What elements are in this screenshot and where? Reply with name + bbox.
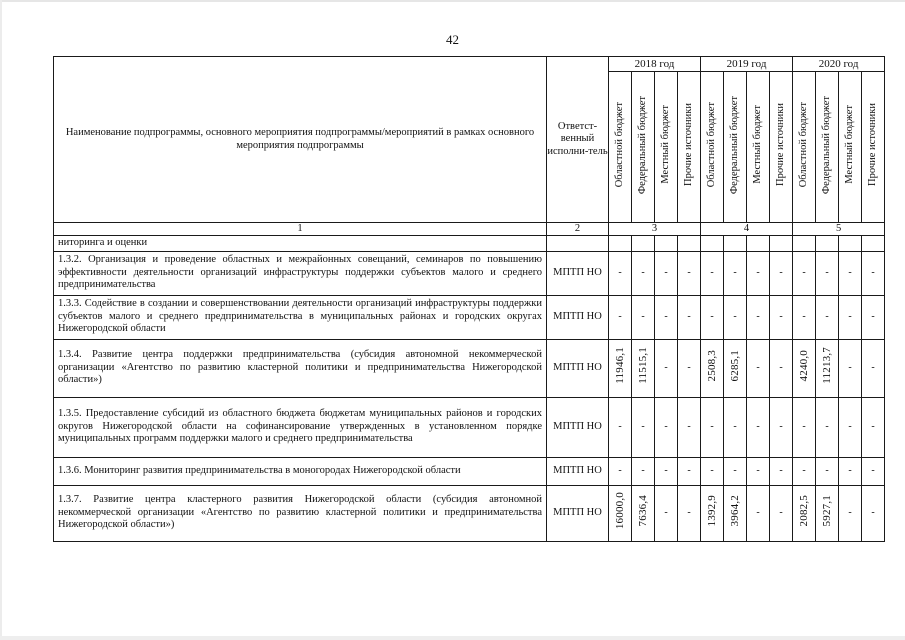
header-source-label: Федеральный бюджет [820,95,832,194]
row-value-cell [862,295,885,339]
row-value-cell [793,251,816,295]
row-name: 1.3.4. Развитие центра поддержки предпринимательства (субсидия автономной некоммерческой организации «Агентство по развитию кластерной политики и предпринимательства Нижегородской области») [54,339,547,397]
row-value-cell [793,485,816,541]
row-value-cell [816,485,839,541]
row-value-cell [770,397,793,457]
row-value-cell [770,485,793,541]
row-value-cell [655,457,678,485]
row-value-cell [747,251,770,295]
row-value-cell [816,397,839,457]
row-value-dash: - [848,361,852,373]
row-value-dash: - [825,310,829,322]
row-executor: МПТП НО [547,457,609,485]
scan-edge-top [0,0,905,2]
row-value-dash: - [664,266,668,278]
row-value-cell [793,295,816,339]
row-executor [547,236,609,252]
budget-table [53,56,885,542]
row-value-cell [701,295,724,339]
row-value-cell [609,397,632,457]
row-value-cell [793,236,816,252]
row-value-cell [701,485,724,541]
header-source [724,72,747,223]
row-value-cell [724,295,747,339]
row-value-cell [770,251,793,295]
row-value-cell [793,339,816,397]
row-value-dash: - [710,266,714,278]
row-name: 1.3.5. Предоставление субсидий из областного бюджета бюджетам муниципальных районов и городских округов Нижегородской области на софинансирование утвержденных в установленном порядке муниципальных программ поддержки малого и среднего предпринимательства [54,397,547,457]
row-value-cell [655,295,678,339]
col-number: 5 [793,223,885,236]
row-value-cell [862,339,885,397]
row-value-dash: - [641,310,645,322]
row-value-dash: - [641,420,645,432]
header-source [839,72,862,223]
row-value-cell [839,295,862,339]
row-value-dash: - [871,464,875,476]
scan-edge-left [0,0,2,640]
row-value-cell [839,485,862,541]
row-value-dash: - [687,361,691,373]
row-value-dash: - [687,420,691,432]
row-value-dash: - [664,506,668,518]
row-value-dash: - [871,361,875,373]
row-value-cell [609,485,632,541]
row-value-cell [816,295,839,339]
row-value-dash: - [802,464,806,476]
table-row [54,236,885,252]
row-value-cell [862,251,885,295]
row-value-dash: - [871,506,875,518]
header-source-label: Местный бюджет [659,105,671,185]
row-value: 11213,7 [820,347,833,385]
row-value-cell [793,457,816,485]
row-value-cell [747,236,770,252]
row-value-dash: - [687,506,691,518]
row-value-cell [632,397,655,457]
row-value-dash: - [687,310,691,322]
row-value-dash: - [825,420,829,432]
row-value-dash: - [848,420,852,432]
header-executor: Ответст-венный исполни-тель [547,57,609,223]
row-value-cell [701,251,724,295]
row-value-dash: - [779,464,783,476]
header-source [770,72,793,223]
header-source [655,72,678,223]
row-name: ниторинга и оценки [54,236,547,252]
header-source [793,72,816,223]
row-value-cell [770,295,793,339]
row-value-cell [609,236,632,252]
row-value-cell [678,236,701,252]
row-value-cell [747,397,770,457]
row-value-cell [747,295,770,339]
row-value-cell [724,236,747,252]
row-value-dash: - [641,464,645,476]
row-value-cell [862,236,885,252]
header-source [747,72,770,223]
row-value-cell [701,339,724,397]
header-source-label: Федеральный бюджет [636,95,648,194]
row-name: 1.3.2. Организация и проведение областных и межрайонных совещаний, семинаров по повышению эффективности деятельности организаций инфраструктуры поддержки субъектов малого и среднего предпринимательства [54,251,547,295]
row-value: 5927,1 [820,495,833,527]
row-value-cell [724,397,747,457]
row-value-dash: - [641,266,645,278]
row-value-dash: - [664,361,668,373]
header-year-2020: 2020 год [793,57,885,72]
row-value: 2508,3 [705,350,718,382]
row-value-dash: - [756,310,760,322]
table-row [54,485,885,541]
row-value-dash: - [779,506,783,518]
row-value-cell [724,457,747,485]
row-value-cell [770,339,793,397]
row-value: 6285,1 [728,350,741,382]
row-value-cell [747,339,770,397]
row-executor: МПТП НО [547,251,609,295]
row-value-cell [609,251,632,295]
row-value-cell [747,457,770,485]
row-value-cell [609,457,632,485]
page-number: 42 [446,32,459,47]
row-value-dash: - [710,420,714,432]
row-executor: МПТП НО [547,339,609,397]
row-value-cell [632,251,655,295]
row-value-cell [609,295,632,339]
row-value: 11515,1 [636,347,649,385]
row-value-cell [632,236,655,252]
row-value-dash: - [618,420,622,432]
row-value-cell [655,236,678,252]
row-value-cell [816,457,839,485]
header-name: Наименование подпрограммы, основного мероприятия подпрограммы/мероприятий в рамках основного мероприятия подпрограммы [54,57,547,223]
row-value: 1392,9 [705,495,718,527]
header-source [678,72,701,223]
row-value-dash: - [687,266,691,278]
header-source [701,72,724,223]
row-value-dash: - [733,464,737,476]
row-value-dash: - [848,506,852,518]
row-value-cell [701,397,724,457]
row-value-cell [632,485,655,541]
row-value-dash: - [779,420,783,432]
table-row [54,251,885,295]
col-number: 3 [609,223,701,236]
header-source [816,72,839,223]
row-value-cell [816,236,839,252]
row-value-dash: - [779,361,783,373]
row-value-cell [839,397,862,457]
row-value-cell [724,339,747,397]
row-value-dash: - [802,310,806,322]
row-value-dash: - [756,266,760,278]
row-value-cell [724,485,747,541]
header-source-label: Прочие источники [774,103,786,187]
row-value-dash: - [710,310,714,322]
header-year-2018: 2018 год [609,57,701,72]
row-value-cell [770,457,793,485]
header-source-label: Местный бюджет [751,105,763,185]
row-value-cell [632,457,655,485]
header-source [609,72,632,223]
row-value-dash: - [618,464,622,476]
row-value-dash: - [871,310,875,322]
col-number: 4 [701,223,793,236]
header-source-label: Областной бюджет [797,102,809,188]
row-value-cell [678,295,701,339]
row-value-cell [816,251,839,295]
row-name: 1.3.6. Мониторинг развития предпринимательства в моногородах Нижегородской области [54,457,547,485]
row-value-cell [793,397,816,457]
row-value-cell [839,457,862,485]
row-value-dash: - [779,310,783,322]
row-value: 2082,5 [797,495,810,527]
row-value-cell [655,397,678,457]
row-value-cell [701,457,724,485]
header-source-label: Прочие источники [682,103,694,187]
header-source [862,72,885,223]
header-source-label: Федеральный бюджет [728,95,740,194]
row-value: 4240,0 [797,350,810,382]
row-value-cell [839,339,862,397]
row-value-cell [839,251,862,295]
row-value-cell [655,251,678,295]
row-value-dash: - [618,310,622,322]
row-value-cell [770,236,793,252]
row-value-dash: - [802,420,806,432]
row-value-dash: - [825,464,829,476]
header-source-label: Областной бюджет [613,102,625,188]
row-value-cell [747,485,770,541]
row-name: 1.3.3. Содействие в создании и совершенствовании деятельности организаций инфраструктуры поддержки субъектов малого и среднего предпринимательства в муниципальных районах и городских округах Нижегородской области [54,295,547,339]
header-source [632,72,655,223]
row-value-dash: - [871,420,875,432]
row-value-cell [862,485,885,541]
row-value-cell [839,236,862,252]
row-value-cell [678,251,701,295]
row-value-dash: - [710,464,714,476]
row-value-dash: - [664,464,668,476]
row-value-dash: - [733,266,737,278]
row-executor: МПТП НО [547,295,609,339]
row-value-dash: - [733,310,737,322]
row-value-dash: - [687,464,691,476]
row-value-dash: - [664,310,668,322]
table-row [54,397,885,457]
table-row [54,339,885,397]
row-value: 16000,0 [613,492,626,530]
row-value-dash: - [871,266,875,278]
header-year-2019: 2019 год [701,57,793,72]
row-value-dash: - [848,266,852,278]
row-value-dash: - [756,361,760,373]
row-value-dash: - [664,420,668,432]
table-row [54,295,885,339]
row-value-cell [678,397,701,457]
row-value-cell [678,339,701,397]
scan-edge-bottom [0,636,905,640]
row-value-cell [609,339,632,397]
row-value-cell [724,251,747,295]
row-value-cell [632,295,655,339]
row-value: 7636,4 [636,495,649,527]
header-source-label: Прочие источники [866,103,878,187]
row-value-cell [701,236,724,252]
row-value-dash: - [756,506,760,518]
row-value-dash: - [779,266,783,278]
row-value-cell [632,339,655,397]
row-value: 3964,2 [728,495,741,527]
col-number: 1 [54,223,547,236]
row-value-dash: - [756,420,760,432]
row-value-dash: - [733,420,737,432]
row-executor: МПТП НО [547,485,609,541]
row-value: 11946,1 [613,347,626,385]
row-value-dash: - [756,464,760,476]
row-executor: МПТП НО [547,397,609,457]
row-value-dash: - [848,310,852,322]
row-value-cell [655,485,678,541]
row-value-cell [655,339,678,397]
row-value-cell [678,457,701,485]
table-row [54,457,885,485]
row-value-dash: - [802,266,806,278]
row-value-cell [678,485,701,541]
row-value-dash: - [825,266,829,278]
row-name: 1.3.7. Развитие центра кластерного развития Нижегородской области (субсидия автономной некоммерческой организации «Агентство по развитию кластерной политики и предпринимательства Нижегородской области») [54,485,547,541]
row-value-cell [862,397,885,457]
header-source-label: Областной бюджет [705,102,717,188]
row-value-dash: - [618,266,622,278]
row-value-dash: - [848,464,852,476]
row-value-cell [862,457,885,485]
header-source-label: Местный бюджет [843,105,855,185]
row-value-cell [816,339,839,397]
col-number: 2 [547,223,609,236]
